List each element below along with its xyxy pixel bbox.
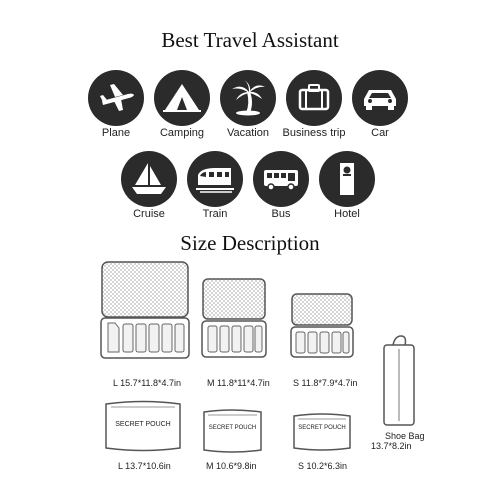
pouch-small: [291, 412, 353, 453]
train-icon: [187, 151, 243, 207]
door-hanger-icon: [319, 151, 375, 207]
pouch-medium: [201, 408, 264, 456]
tent-icon: [154, 70, 210, 126]
page-title: Best Travel Assistant: [161, 28, 339, 52]
sailboat-icon: [121, 151, 177, 207]
shoe-bag: [381, 335, 417, 427]
use-label-bus: Bus: [271, 208, 291, 220]
packing-cube-large: [99, 260, 191, 362]
pouch-size-small: S 10.2*6.3in: [298, 461, 348, 471]
packing-cube-small: [289, 292, 355, 362]
pouch-size-large: L 13.7*10.6in: [118, 461, 171, 471]
cube-size-medium: M 11.8*11*4.7in: [207, 378, 270, 388]
shoe-bag-name: Shoe Bag: [385, 431, 425, 441]
use-label-plane: Plane: [101, 127, 131, 139]
size-section-title: Size Description: [180, 231, 320, 255]
cube-size-large: L 15.7*11.8*4.7in: [113, 378, 182, 388]
use-label-cruise: Cruise: [133, 208, 165, 220]
use-label-train: Train: [202, 208, 228, 220]
palm-tree-icon: [220, 70, 276, 126]
pouch-print-medium: SECRET POUCH: [208, 425, 257, 431]
car-icon: [352, 70, 408, 126]
pouch-print-large: SECRET POUCH: [115, 421, 171, 428]
bus-icon: [253, 151, 309, 207]
cube-size-small: S 11.8*7.9*4.7in: [293, 378, 358, 388]
briefcase-icon: [286, 70, 342, 126]
pouch-large: [103, 400, 183, 455]
shoe-bag-size: 13.7*8.2in: [371, 441, 412, 451]
use-label-camping: Camping: [159, 127, 205, 139]
use-label-business-trip: Business trip: [282, 127, 346, 139]
pouch-size-medium: M 10.6*9.8in: [206, 461, 257, 471]
plane-icon: [88, 70, 144, 126]
use-label-hotel: Hotel: [334, 208, 360, 220]
packing-cube-medium: [200, 277, 268, 361]
pouch-print-small: SECRET POUCH: [298, 425, 346, 431]
use-label-vacation: Vacation: [227, 127, 269, 139]
use-label-car: Car: [371, 127, 389, 139]
